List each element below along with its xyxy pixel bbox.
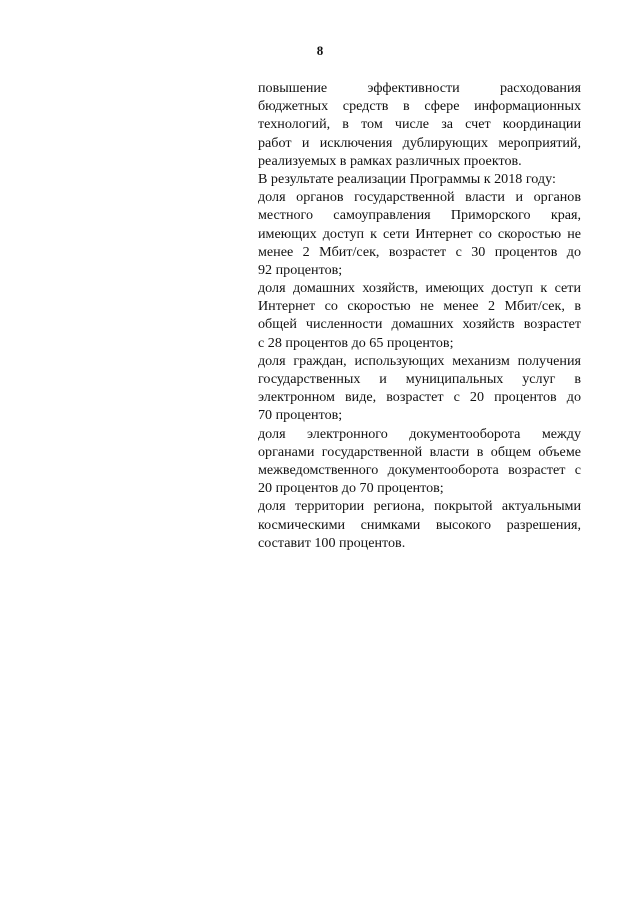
text-line: менее 2 Мбит/сек, возрастет с 30 процентов до <box>258 243 581 260</box>
paragraph <box>258 188 581 279</box>
document-body <box>258 79 581 552</box>
text-line: реализуемых в рамках различных проектов. <box>258 152 522 169</box>
text-line: доля граждан, использующих механизм получения <box>258 352 581 369</box>
text-line: доля домашних хозяйств, имеющих доступ к сети <box>258 280 581 297</box>
text-line: повышение эффективности расходования <box>258 80 581 96</box>
paragraph <box>258 352 581 425</box>
text-line: В результате реализации Программы к 2018 году: <box>258 170 556 187</box>
paragraph <box>258 79 581 170</box>
text-line: доля электронного документооборота между <box>258 425 581 442</box>
text-line: органами государственной власти в общем объеме <box>258 443 581 460</box>
text-line: работ и исключения дублирующих мероприятий, <box>258 134 581 151</box>
text-line: 70 процентов; <box>258 407 343 424</box>
text-line: бюджетных средств в сфере информационных <box>258 98 581 115</box>
text-line: общей численности домашних хозяйств возрастет <box>258 316 581 333</box>
text-line: имеющих доступ к сети Интернет со скоростью не <box>258 225 581 242</box>
text-line: с 28 процентов до 65 процентов; <box>258 334 454 351</box>
text-line: межведомственного документооборота возрастет с <box>258 461 581 478</box>
text-line: составит 100 процентов. <box>258 534 406 551</box>
paragraph <box>258 425 581 498</box>
text-line: доля органов государственной власти и органов <box>258 189 581 206</box>
paragraph <box>258 497 581 552</box>
text-line: Интернет со скоростью не менее 2 Мбит/сек, в <box>258 298 581 315</box>
paragraph <box>258 279 581 352</box>
text-line: местного самоуправления Приморского края, <box>258 207 581 224</box>
text-line: космическими снимками высокого разрешения, <box>258 516 581 533</box>
text-line: доля территории региона, покрытой актуальными <box>258 498 581 515</box>
text-line: электронном виде, возрастет с 20 процентов до <box>258 389 581 406</box>
text-line: 92 процентов; <box>258 261 343 278</box>
text-line: государственных и муниципальных услуг в <box>258 371 581 387</box>
text-line: 20 процентов до 70 процентов; <box>258 480 444 497</box>
text-line: технологий, в том числе за счет координации <box>258 116 581 133</box>
paragraph <box>258 170 581 188</box>
page-number: 8 <box>316 43 324 58</box>
